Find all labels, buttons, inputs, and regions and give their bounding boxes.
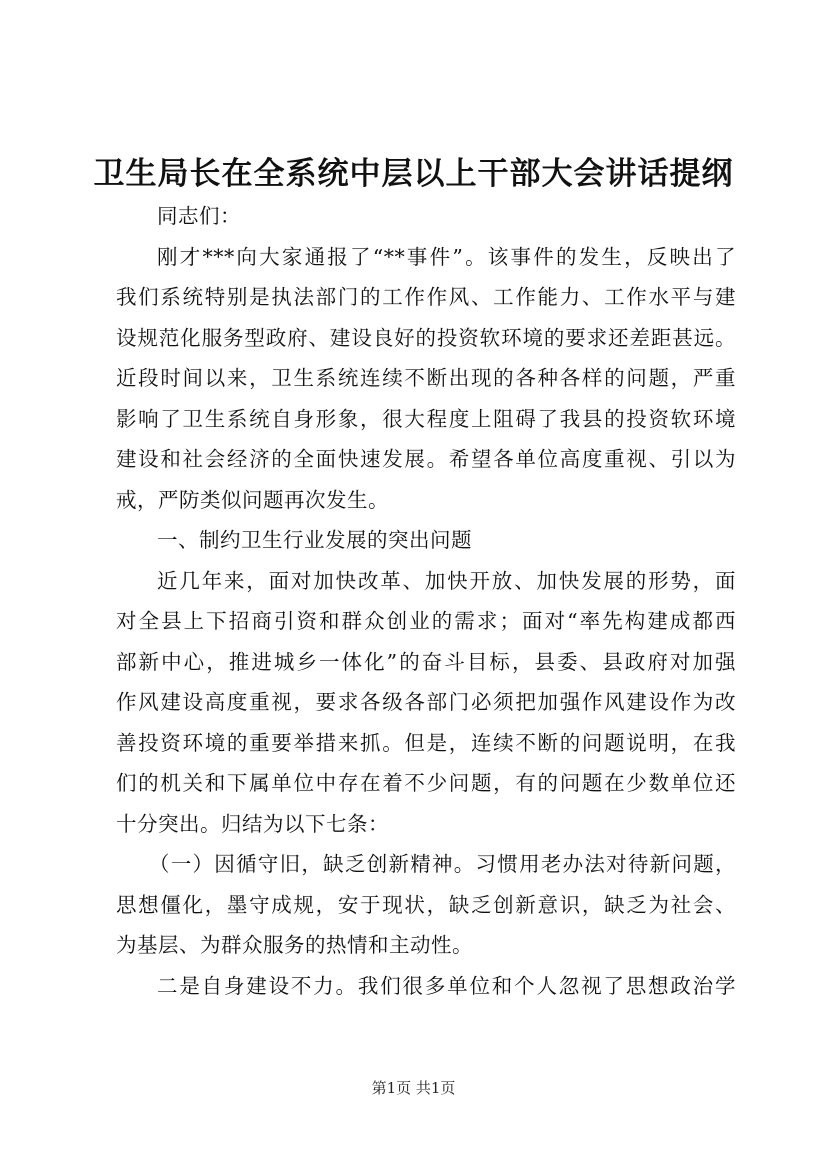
body-line: 戒，严防类似问题再次发生。 bbox=[116, 487, 389, 512]
section-heading: 一、制约卫生行业发展的突出问题 bbox=[157, 528, 472, 552]
salutation-line: 同志们： bbox=[157, 204, 241, 228]
body-line: 近段时间以来，卫生系统连续不断出现的各种各样的问题，严重 bbox=[116, 366, 736, 390]
document-body bbox=[116, 196, 736, 1006]
page-footer: 第1页 共1页 bbox=[371, 1079, 456, 1097]
body-line: 近几年来，面对加快改革、加快开放、加快发展的形势，面 bbox=[157, 568, 736, 593]
body-line: 影响了卫生系统自身形象，很大程度上阻碍了我县的投资软环境 bbox=[116, 406, 736, 431]
body-line: 们的机关和下属单位中存在着不少问题，有的问题在少数单位还 bbox=[116, 771, 736, 795]
body-line: 建设和社会经济的全面快速发展。希望各单位高度重视、引以为 bbox=[116, 447, 736, 471]
body-line: 刚才***向大家通报了“**事件”。该事件的发生，反映出了 bbox=[157, 244, 736, 269]
body-line: 部新中心，推进城乡一体化”的奋斗目标，县委、县政府对加强 bbox=[116, 649, 736, 674]
body-line: 思想僵化，墨守成规，安于现状，缺乏创新意识，缺乏为社会、 bbox=[116, 892, 736, 917]
body-line: 作风建设高度重视，要求各级各部门必须把加强作风建设作为改 bbox=[116, 690, 736, 714]
body-line: 对全县上下招商引资和群众创业的需求；面对“率先构建成都西 bbox=[116, 609, 736, 633]
body-line: 二是自身建设不力。我们很多单位和个人忽视了思想政治学 bbox=[157, 973, 736, 998]
body-line: 设规范化服务型政府、建设良好的投资软环境的要求还差距甚远。 bbox=[116, 325, 736, 350]
body-line: 善投资环境的重要举措来抓。但是，连续不断的问题说明，在我 bbox=[116, 730, 736, 755]
body-line: 十分突出。归结为以下七条： bbox=[116, 811, 389, 836]
body-line: 我们系统特别是执法部门的工作作风、工作能力、工作水平与建 bbox=[116, 285, 736, 309]
document-title: 卫生局长在全系统中层以上干部大会讲话提纲 bbox=[93, 156, 734, 192]
subsection-line: （一）因循守旧，缺乏创新精神。习惯用老办法对待新问题， bbox=[149, 852, 736, 876]
body-line: 为基层、为群众服务的热情和主动性。 bbox=[116, 933, 473, 957]
